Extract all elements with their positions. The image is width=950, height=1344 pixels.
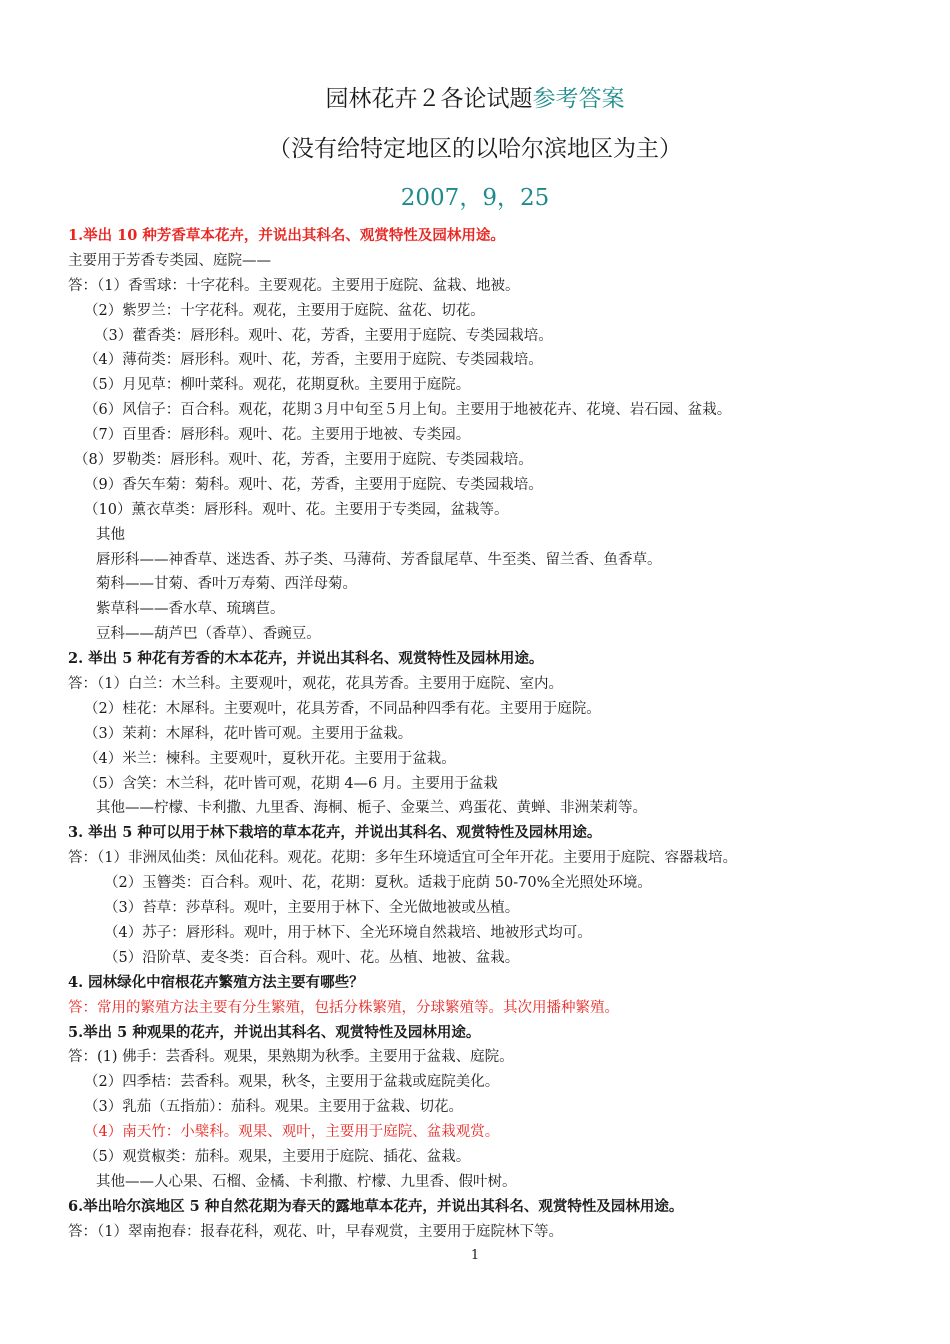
- document-title: [0, 84, 950, 114]
- page-number: 1: [470, 1248, 480, 1263]
- answer-line: 答：（1）翠南抱春：报春花科，观花、叶，早春观赏，主要用于庭院林下等。: [68, 1223, 563, 1240]
- answer-line: 主要用于芳香专类园、庭院——: [68, 252, 271, 269]
- answer-line: （4）南天竹：小檗科。观果、观叶，主要用于庭院、盆栽观赏。: [84, 1124, 500, 1141]
- answer-line: （2）桂花：木犀科。主要观叶，花具芳香，不同品种四季有花。主要用于庭院。: [84, 700, 601, 717]
- answer-line: 答：（1）白兰：木兰科。主要观叶，观花，花具芳香。主要用于庭院、室内。: [68, 676, 563, 693]
- answer-line: （4）薄荷类：唇形科。观叶、花，芳香，主要用于庭院、专类园栽培。: [84, 352, 543, 369]
- answer-line: （2）玉簪类：百合科。观叶、花，花期：夏秋。适栽于庇荫 50-70%全光照处环境。: [104, 875, 652, 892]
- answer-line: （3）苔草：莎草科。观叶，主要用于林下、全光做地被或丛植。: [104, 900, 520, 917]
- answer-line: 其他——人心果、石榴、金橘、卡利撒、柠檬、九里香、假叶树。: [96, 1173, 517, 1190]
- answer-line: 答：常用的繁殖方法主要有分生繁殖，包括分株繁殖，分球繁殖等。其次用播种繁殖。: [68, 999, 619, 1016]
- question-heading: 3. 举出 5 种可以用于林下栽培的草本花卉，并说出其科名、观赏特性及园林用途。: [68, 824, 602, 842]
- answer-line: （3）茉莉：木犀科，花叶皆可观。主要用于盆栽。: [84, 725, 413, 742]
- answer-line: 其他: [96, 526, 125, 543]
- answer-line: 紫草科——香水草、琉璃苣。: [96, 601, 285, 618]
- answer-line: （10）薰衣草类：唇形科。观叶、花。主要用于专类园，盆栽等。: [84, 501, 509, 518]
- answer-line: 豆科——葫芦巴（香草）、香豌豆。: [96, 626, 321, 643]
- document-subtitle: （没有给特定地区的以哈尔滨地区为主）: [268, 136, 682, 162]
- document-body: [68, 224, 928, 1245]
- answer-line: （8）罗勒类：唇形科。观叶、花，芳香，主要用于庭院、专类园栽培。: [74, 452, 533, 469]
- answer-line: 答：（1）香雪球：十字花科。主要观花。主要用于庭院、盆栽、地被。: [68, 277, 520, 294]
- answer-line: （2）紫罗兰：十字花科。观花，主要用于庭院、盆花、切花。: [84, 302, 485, 319]
- answer-line: 菊科——甘菊、香叶万寿菊、西洋母菊。: [96, 576, 357, 593]
- answer-line: （4）米兰：楝科。主要观叶，夏秋开花。主要用于盆栽。: [84, 750, 456, 767]
- question-heading: 2. 举出 5 种花有芳香的木本花卉，并说出其科名、观赏特性及园林用途。: [68, 650, 544, 668]
- question-heading: 1.举出 10 种芳香草本花卉，并说出其科名、观赏特性及园林用途。: [68, 227, 505, 244]
- answer-line: （3）藿香类：唇形科。观叶、花，芳香，主要用于庭院、专类园栽培。: [94, 327, 553, 344]
- answer-line: （3）乳茄（五指茄）：茄科。观果。主要用于盆栽、切花。: [84, 1099, 463, 1116]
- answer-line: （5）沿阶草、麦冬类：百合科。观叶、花。丛植、地被、盆栽。: [104, 949, 520, 966]
- title-highlight: 参考答案: [532, 86, 625, 112]
- answer-line: 答：（1）非洲凤仙类：凤仙花科。观花。花期：多年生环境适宜可全年开花。主要用于庭院、容器栽培。: [68, 850, 737, 867]
- answer-line: （9）香矢车菊：菊科。观叶、花，芳香，主要用于庭院、专类园栽培。: [84, 476, 543, 493]
- answer-line: 唇形科——神香草、迷迭香、苏子类、马薄荷、芳香鼠尾草、牛至类、留兰香、鱼香草。: [96, 551, 662, 568]
- answer-line: （5）月见草：柳叶菜科。观花，花期夏秋。主要用于庭院。: [84, 377, 471, 394]
- answer-line: 其他——柠檬、卡利撒、九里香、海桐、栀子、金粟兰、鸡蛋花、黄蝉、非洲茉莉等。: [96, 800, 647, 817]
- question-heading: 5.举出 5 种观果的花卉，并说出其科名、观赏特性及园林用途。: [68, 1023, 481, 1041]
- question-heading: 4. 园林绿化中宿根花卉繁殖方法主要有哪些？: [68, 973, 364, 991]
- answer-line: 答：(1) 佛手：芸香科。观果，果熟期为秋季。主要用于盆栽、庭院。: [68, 1049, 514, 1066]
- answer-line: （6）风信子：百合科。观花，花期３月中旬至５月上旬。主要用于地被花卉、花境、岩石园、盆栽。: [84, 402, 732, 419]
- question-heading: 6.举出哈尔滨地区 5 种自然花期为春天的露地草本花卉，并说出其科名、观赏特性及园林用途。: [68, 1197, 684, 1215]
- answer-line: （4）苏子：唇形科。观叶，用于林下、全光环境自然栽培、地被形式均可。: [104, 924, 592, 941]
- answer-line: （7）百里香：唇形科。观叶、花。主要用于地被、专类园。: [84, 427, 471, 444]
- title-main: 园林花卉２各论试题: [325, 86, 533, 112]
- answer-line: （5）含笑：木兰科，花叶皆可观，花期 4—6 月。主要用于盆栽: [84, 775, 498, 792]
- answer-line: （2）四季桔：芸香科。观果，秋冬，主要用于盆栽或庭院美化。: [84, 1074, 500, 1091]
- answer-line: （5）观赏椒类：茄科。观果，主要用于庭院、插花、盆栽。: [84, 1148, 471, 1165]
- document-date: 2007，9，25: [400, 185, 550, 211]
